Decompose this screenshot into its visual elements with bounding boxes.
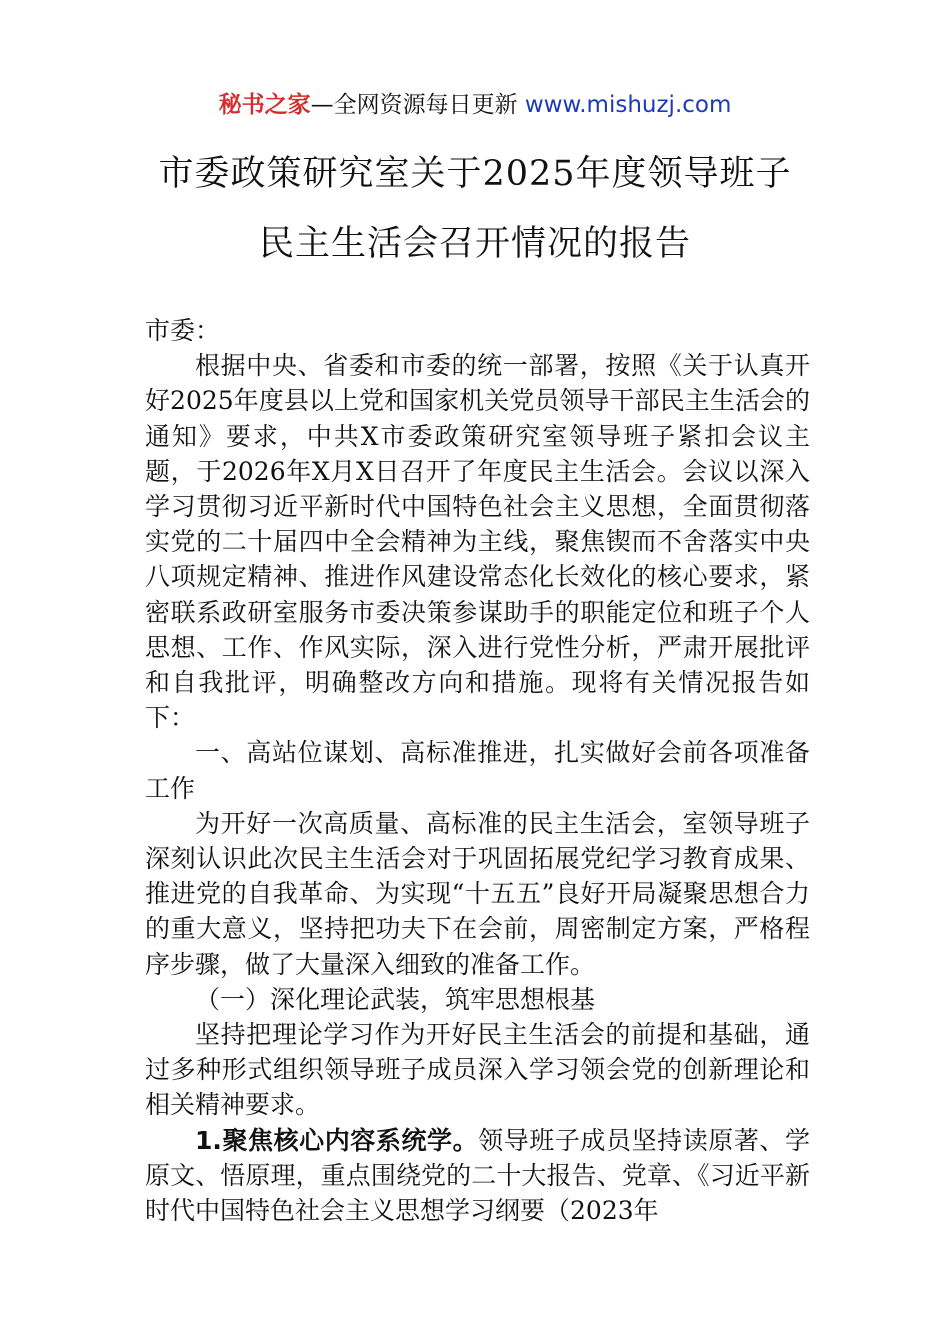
site-header (0, 90, 950, 120)
document-title-line2: 民主生活会召开情况的报告 (258, 224, 691, 264)
subsection-heading-1: （一）深化理论武装，筑牢思想根基 (195, 984, 596, 1014)
paragraph-study (145, 1123, 810, 1229)
paragraph-study-text: 领导班子成员坚持读原著、学原文、悟原理，重点围绕党的二十大报告、党章、《习近平新时代中国特色社会主义思想学习纲要（2023年 (145, 1125, 810, 1226)
paragraph-study-lead: 1.聚焦核心内容系统学。 (195, 1125, 479, 1155)
header-tagline: —全网资源每日更新 (310, 92, 518, 118)
paragraph-intro: 根据中央、省委和市委的统一部署，按照《关于认真开好2025年度县以上党和国家机关党员领导干部民主生活会的通知》要求，中共X市委政策研究室领导班子紧扣会议主题，于2026年X月X日召开了年度民主生活会。会议以深入学习贯彻习近平新时代中国特色社会主义思想，全面贯彻落实党的二十届四中全会精神为主线，聚焦锲而不舍落实中央八项规定精神、推进作风建设常态化长效化的核心要求，紧密联系政研室服务市委决策参谋助手的职能定位和班子个人思想、工作、作风实际，深入进行党性分析，严肃开展批评和自我批评，明确整改方向和措施。现将有关情况报告如下： (145, 351, 810, 733)
paragraph-theory: 坚持把理论学习作为开好民主生活会的前提和基础，通过多种形式组织领导班子成员深入学习领会党的创新理论和相关精神要求。 (145, 1020, 810, 1120)
section-heading-1: 一、高站位谋划、高标准推进，扎实做好会前各项准备工作 (145, 738, 810, 803)
site-url-link[interactable]: www.mishuzj.com (524, 92, 732, 118)
paragraph-preparation: 为开好一次高质量、高标准的民主生活会，室领导班子深刻认识此次民主生活会对于巩固拓展党纪学习教育成果、推进党的自我革命、为实现“十五五”良好开局凝聚思想合力的重大意义，坚持把功夫下在会前，周密制定方案，严格程序步骤，做了大量深入细致的准备工作。 (145, 808, 810, 979)
salutation: 市委： (145, 316, 221, 345)
document-body (145, 313, 810, 1228)
document-title-line1: 市委政策研究室关于2025年度领导班子 (158, 154, 792, 194)
brand-name: 秘书之家 (218, 92, 311, 118)
